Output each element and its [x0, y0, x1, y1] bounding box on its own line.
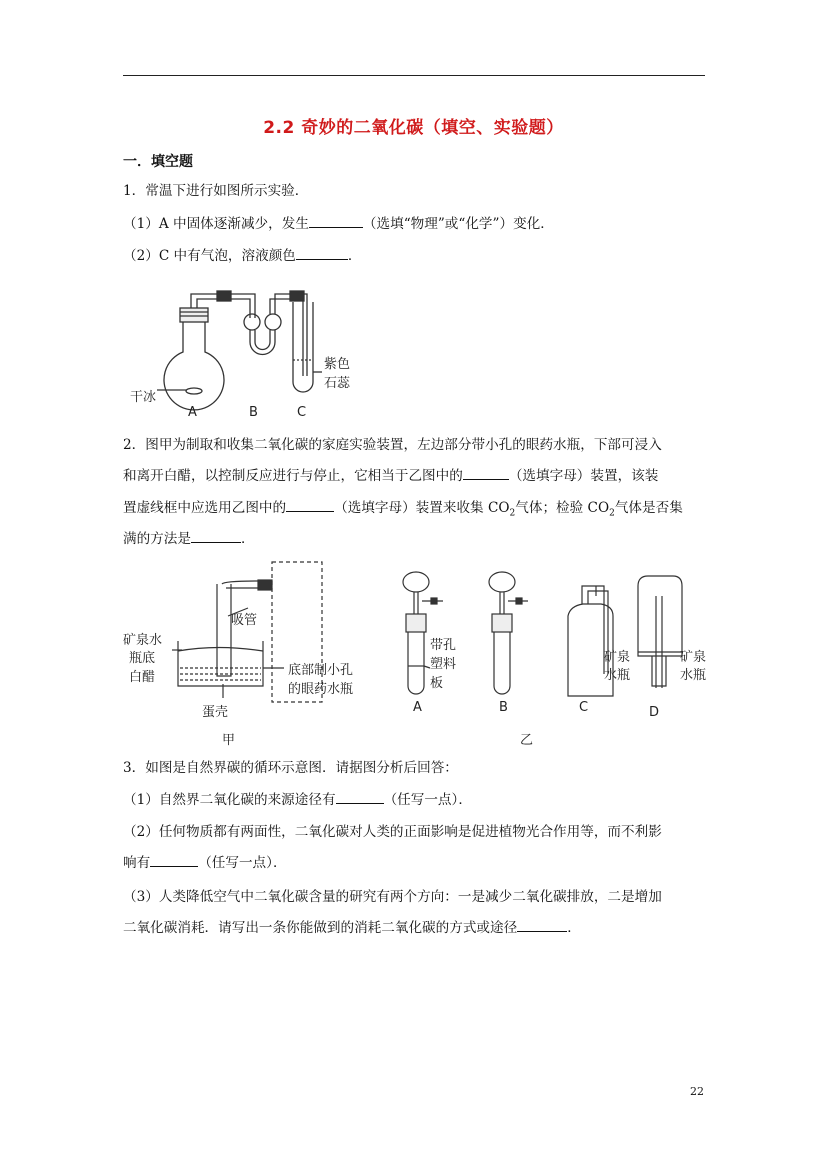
- label-bottle-bottom-1: 矿泉水: [123, 633, 163, 648]
- label-jia: 甲: [222, 733, 236, 748]
- label-bottle-bottom-2: 瓶底: [129, 651, 156, 666]
- q3-part2-line1: （2）任何物质都有两面性，二氧化碳对人类的正面影响是促进植物光合作用等，而不利影: [123, 824, 662, 840]
- q2-line3: 置虚线框中应选用乙图中的 （选填字母）装置来收集 $CO_2$气体；检验 $CO_2$气体是否集: [123, 493, 708, 530]
- answer-blank[interactable]: [150, 852, 198, 867]
- label-straw: 吸管: [231, 613, 258, 628]
- q1-part1: （1）A 中固体逐渐减少，发生 （选填“物理”或“化学”）变化．: [123, 209, 708, 240]
- label-litmus-2: 石蕊: [324, 376, 351, 391]
- answer-blank[interactable]: [336, 789, 384, 804]
- q1-part2: （2）C 中有气泡，溶液颜色 ．: [123, 241, 708, 272]
- q2-apparatus-figure: [118, 556, 723, 751]
- label-mineral-d-1: 矿泉: [680, 650, 707, 665]
- page-number: 22: [690, 1085, 704, 1098]
- label-vinegar: 白醋: [129, 670, 156, 685]
- label-yi-d: D: [649, 705, 660, 720]
- q3-part3-line1: （3）人类降低空气中二氧化碳含量的研究有两个方向：一是减少二氧化碳排放，二是增加: [123, 889, 662, 905]
- answer-blank[interactable]: [517, 917, 567, 932]
- label-dry-ice: 干冰: [130, 390, 157, 405]
- answer-blank[interactable]: [286, 497, 334, 512]
- page-title: 2.2 奇妙的二氧化碳（填空、实验题）: [263, 118, 564, 138]
- label-c: C: [297, 405, 307, 420]
- q2-line1: 2．图甲为制取和收集二氧化碳的家庭实验装置，左边部分带小孔的眼药水瓶，下部可浸入: [123, 437, 662, 453]
- label-eyedrop-1: 底部制小孔: [288, 663, 354, 678]
- label-eggshell: 蛋壳: [202, 705, 229, 720]
- q3-part1: （1）自然界二氧化碳的来源途径有 （任写一点）．: [123, 785, 708, 816]
- label-plate-1: 带孔: [430, 638, 457, 653]
- label-plate-2: 塑料: [430, 657, 457, 672]
- label-litmus-1: 紫色: [324, 357, 351, 372]
- label-mineral-c-1: 矿泉: [604, 650, 631, 665]
- label-mineral-c-2: 水瓶: [604, 668, 631, 683]
- q3-stem: 3．如图是自然界碳的循环示意图．请据图分析后回答：: [123, 760, 458, 776]
- answer-blank[interactable]: [191, 528, 241, 543]
- label-plate-3: 板: [430, 676, 444, 691]
- label-yi-c: C: [579, 700, 589, 715]
- section-heading: 一．填空题: [123, 154, 193, 170]
- q1-stem: 1．常温下进行如图所示实验．: [123, 183, 309, 199]
- answer-blank[interactable]: [463, 465, 509, 480]
- label-mineral-d-2: 水瓶: [680, 668, 707, 683]
- label-eyedrop-2: 的眼药水瓶: [288, 682, 354, 697]
- q3-part2-line2: 响有 （任写一点）．: [123, 848, 708, 879]
- answer-blank[interactable]: [296, 245, 348, 260]
- q2-line4: 满的方法是 ．: [123, 524, 708, 555]
- q3-part3-line2: 二氧化碳消耗．请写出一条你能做到的消耗二氧化碳的方式或途径 ．: [123, 913, 708, 944]
- q2-line2: 和离开白醋，以控制反应进行与停止，它相当于乙图中的 （选填字母）装置，该装: [123, 461, 708, 492]
- q1-apparatus-figure: [125, 280, 375, 425]
- label-yi-b: B: [499, 700, 508, 715]
- label-yi: 乙: [520, 733, 534, 748]
- answer-blank[interactable]: [309, 213, 363, 228]
- label-a: A: [188, 405, 197, 420]
- label-yi-a: A: [413, 700, 422, 715]
- label-b: B: [249, 405, 258, 420]
- header-rule: [123, 75, 705, 76]
